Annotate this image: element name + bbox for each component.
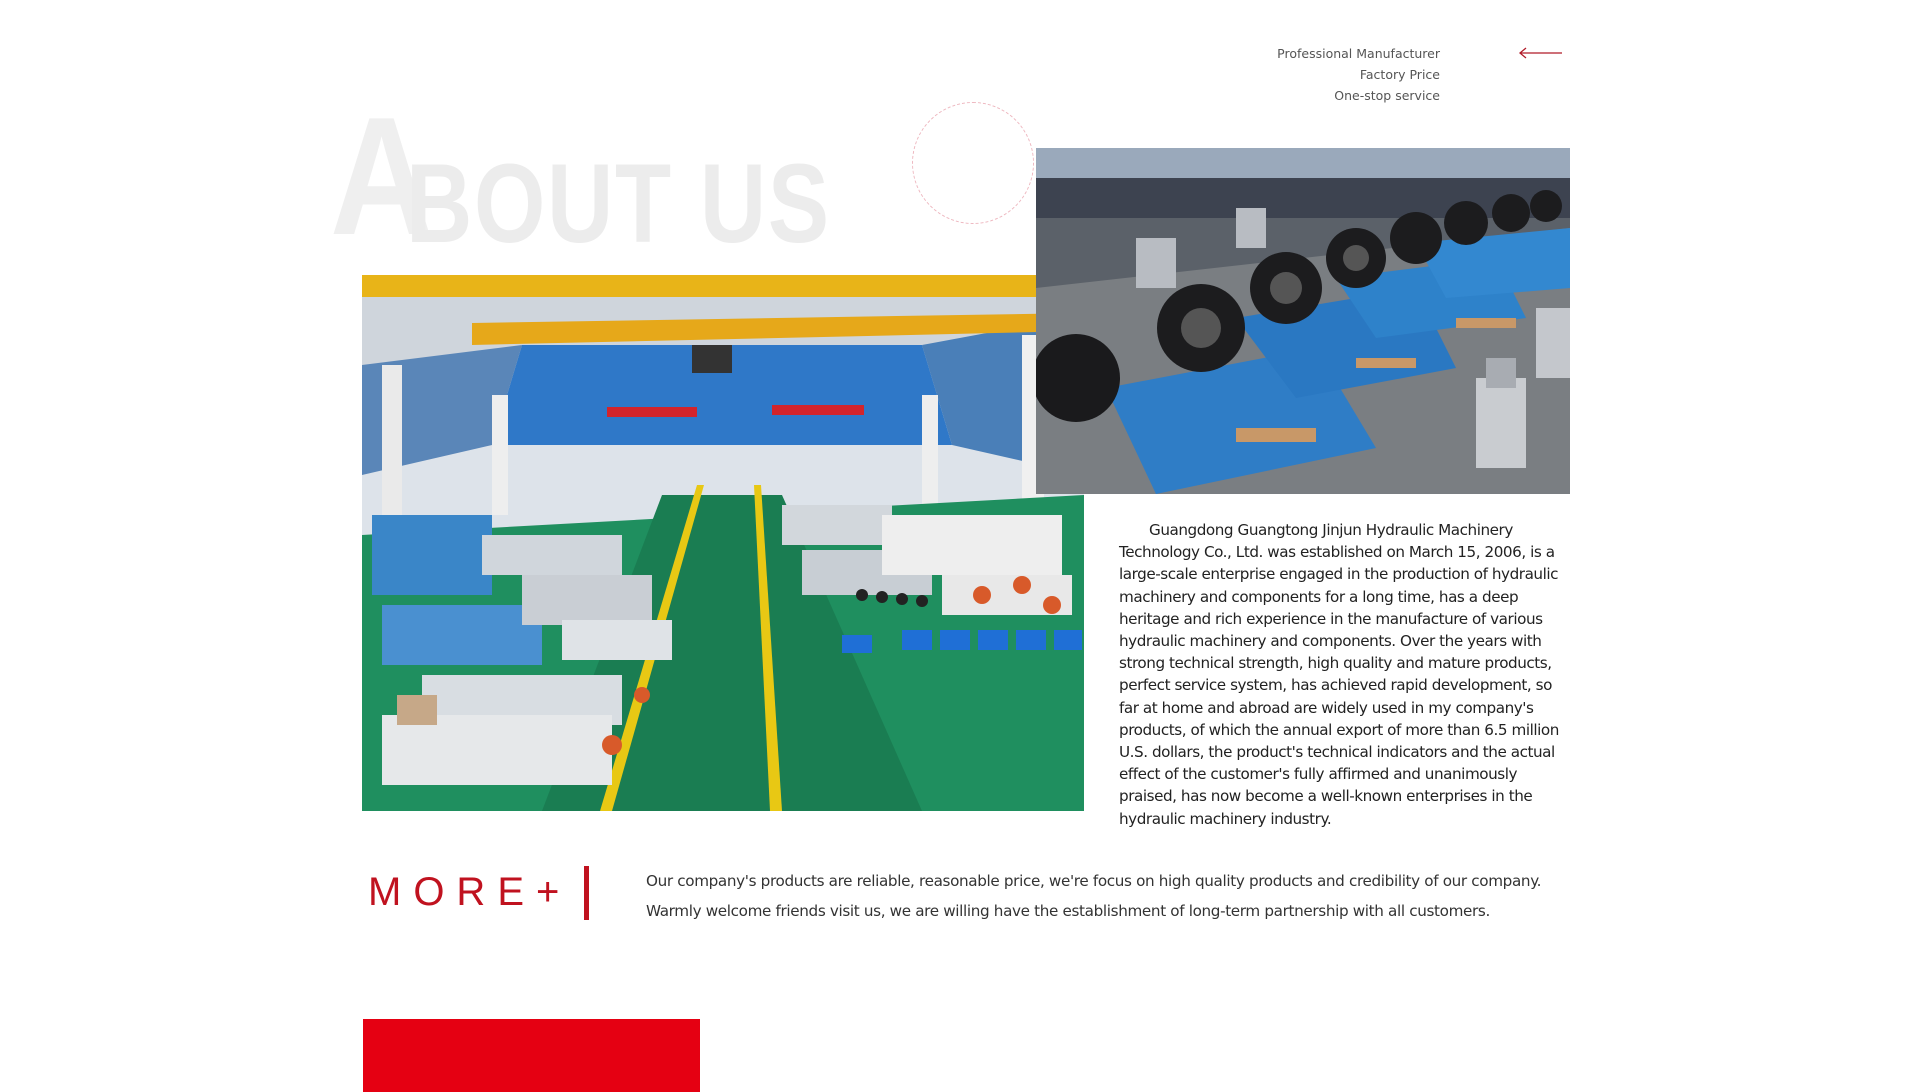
more-button[interactable]: MORE+	[368, 870, 572, 914]
factory-floor-photo	[362, 275, 1084, 811]
company-description	[1119, 519, 1563, 830]
title-rest: BOUT US	[406, 141, 831, 266]
tagline-manufacturer: Professional Manufacturer	[1277, 46, 1440, 61]
company-slogan	[646, 866, 1546, 926]
decorative-circle	[912, 102, 1034, 224]
tagline-service: One-stop service	[1334, 88, 1440, 103]
about-us-title	[330, 82, 850, 270]
hydraulic-machines-photo	[1036, 148, 1570, 494]
more-divider	[584, 866, 589, 920]
tagline-price: Factory Price	[1359, 67, 1440, 82]
title-initial: A	[330, 82, 434, 270]
header-taglines	[1170, 43, 1440, 106]
slogan-line-2: Warmly welcome friends visit us, we are willing have the establishment of long-term partnership with all customers.	[646, 902, 1490, 920]
arrow-left-icon[interactable]	[1518, 46, 1562, 60]
red-accent-block	[363, 1019, 700, 1092]
company-description-text: Guangdong Guangtong Jinjun Hydraulic Machinery Technology Co., Ltd. was established on March 15, 2006, is a large-scale enterprise engaged in the production of hydraulic machinery and components for a long time, has a deep heritage and rich experience in the manufacture of various hydraulic machinery and components. Over the years with strong technical strength, high quality and mature products, perfect service system, has achieved rapid development, so far at home and abroad are widely used in my company's products, of which the annual export of more than 6.5 million U.S. dollars, the product's technical indicators and the actual effect of the customer's fully affirmed and unanimously praised, has now become a well-known enterprises in the hydraulic machinery industry.	[1119, 521, 1559, 828]
slogan-line-1: Our company's products are reliable, reasonable price, we're focus on high quality products and credibility of our company.	[646, 872, 1542, 890]
